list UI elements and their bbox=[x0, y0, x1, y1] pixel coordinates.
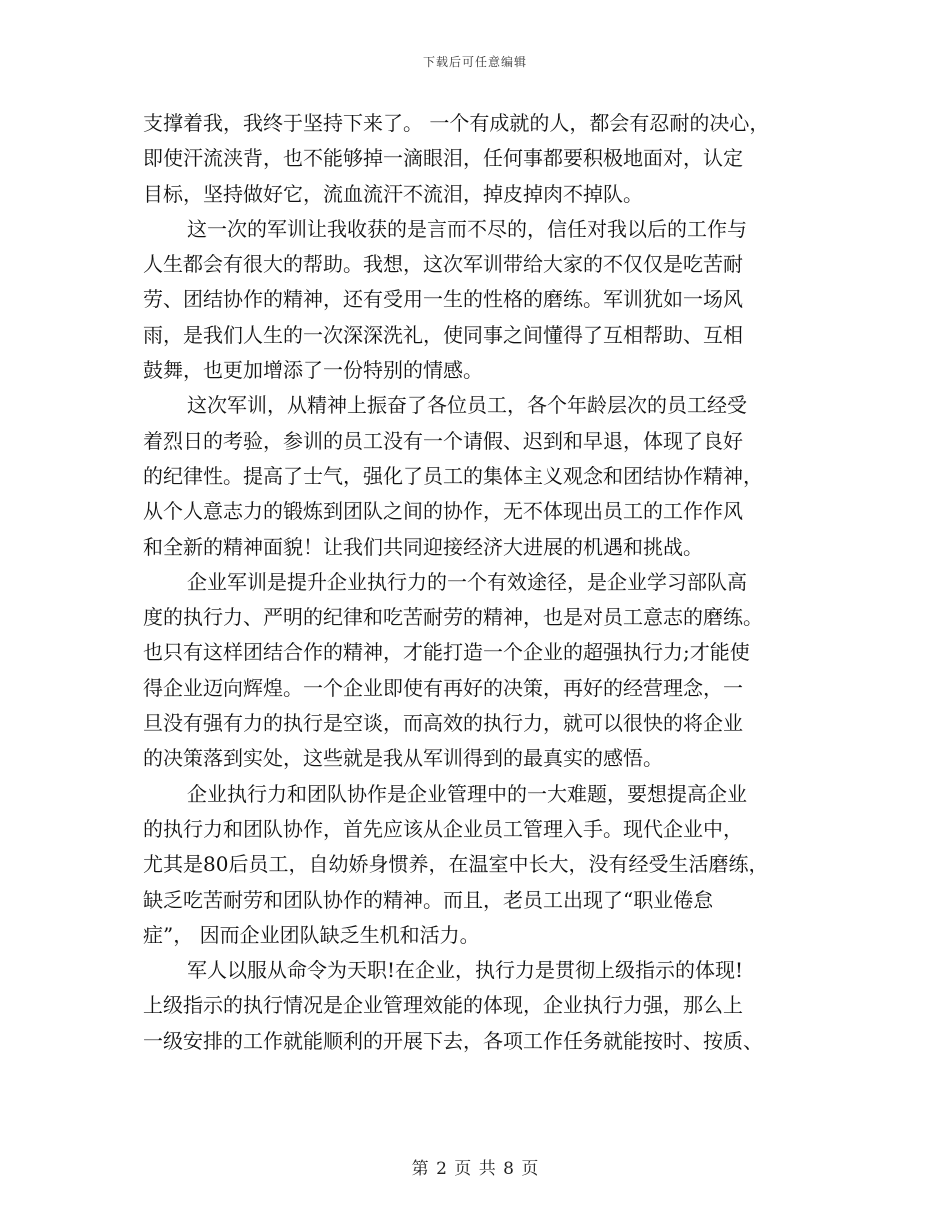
text-line: 尤其是80后员工，自幼娇身惯养，在温室中长大，没有经受生活磨练， bbox=[143, 852, 769, 877]
document-body bbox=[143, 106, 815, 1059]
text-line: 支撑着我，我终于坚持下来了。 一个有成就的人，都会有忍耐的决心， bbox=[143, 111, 770, 135]
text-line: 旦没有强有力的执行是空谈，而高效的执行力，就可以很快的将企业 bbox=[143, 711, 743, 736]
text-line: 劳、团结协作的精神，还有受用一生的性格的磨练。军训犹如一场风 bbox=[143, 287, 743, 312]
text-line: 雨，是我们人生的一次深深洗礼，使同事之间懂得了互相帮助、互相 bbox=[143, 322, 743, 347]
text-line: 企业军训是提升企业执行力的一个有效途径，是企业学习部队高 bbox=[187, 569, 747, 594]
text-line: 这次军训，从精神上振奋了各位员工，各个年龄层次的员工经受 bbox=[187, 393, 747, 418]
text-line: 和全新的精神面貌！让我们共同迎接经济大进展的机遇和挑战。 bbox=[143, 534, 703, 559]
text-line: 军人以服从命令为天职!在企业，执行力是贯彻上级指示的体现! bbox=[187, 958, 744, 983]
text-line: 缺乏吃苦耐劳和团队协作的精神。而且，老员工出现了“职业倦怠 bbox=[143, 887, 714, 912]
text-line: 着烈日的考验，参训的员工没有一个请假、迟到和早退，体现了良好 bbox=[143, 428, 743, 453]
text-line: 得企业迈向辉煌。一个企业即使有再好的决策，再好的经营理念，一 bbox=[143, 675, 743, 700]
text-line: 的执行力和团队协作，首先应该从企业员工管理入手。现代企业中， bbox=[143, 816, 743, 841]
text-line: 企业执行力和团队协作是企业管理中的一大难题，要想提高企业 bbox=[187, 781, 747, 806]
text-line: 即使汗流浃背，也不能够掉一滴眼泪，任何事都要积极地面对，认定 bbox=[143, 146, 743, 171]
text-line: 一级安排的工作就能顺利的开展下去，各项工作任务就能按时、按质、 bbox=[143, 1028, 763, 1053]
text-line: 度的执行力、严明的纪律和吃苦耐劳的精神，也是对员工意志的磨练。 bbox=[143, 605, 763, 630]
text-line: 的决策落到实处，这些就是我从军训得到的最真实的感悟。 bbox=[143, 746, 663, 771]
page-header: 下载后可任意编辑 bbox=[422, 55, 527, 69]
text-line: 这一次的军训让我收获的是言而不尽的，信任对我以后的工作与 bbox=[187, 216, 747, 241]
text-line: 人生都会有很大的帮助。我想，这次军训带给大家的不仅仅是吃苦耐 bbox=[143, 252, 743, 277]
text-line: 症”， 因而企业团队缺乏生机和活力。 bbox=[143, 922, 480, 947]
text-line: 上级指示的执行情况是企业管理效能的体现，企业执行力强，那么上 bbox=[143, 993, 743, 1018]
text-line: 的纪律性。提高了士气，强化了员工的集体主义观念和团结协作精神， bbox=[143, 463, 763, 488]
text-line: 鼓舞，也更加增添了一份特别的情感。 bbox=[143, 358, 483, 383]
text-line: 从个人意志力的锻炼到团队之间的协作，无不体现出员工的工作作风 bbox=[143, 499, 743, 524]
text-line: 目标，坚持做好它，流血流汗不流泪，掉皮掉肉不掉队。 bbox=[143, 181, 643, 206]
text-line: 也只有这样团结合作的精神，才能打造一个企业的超强执行力;才能使 bbox=[143, 640, 750, 665]
page-number: 第 2 页 共 8 页 bbox=[411, 1159, 539, 1179]
